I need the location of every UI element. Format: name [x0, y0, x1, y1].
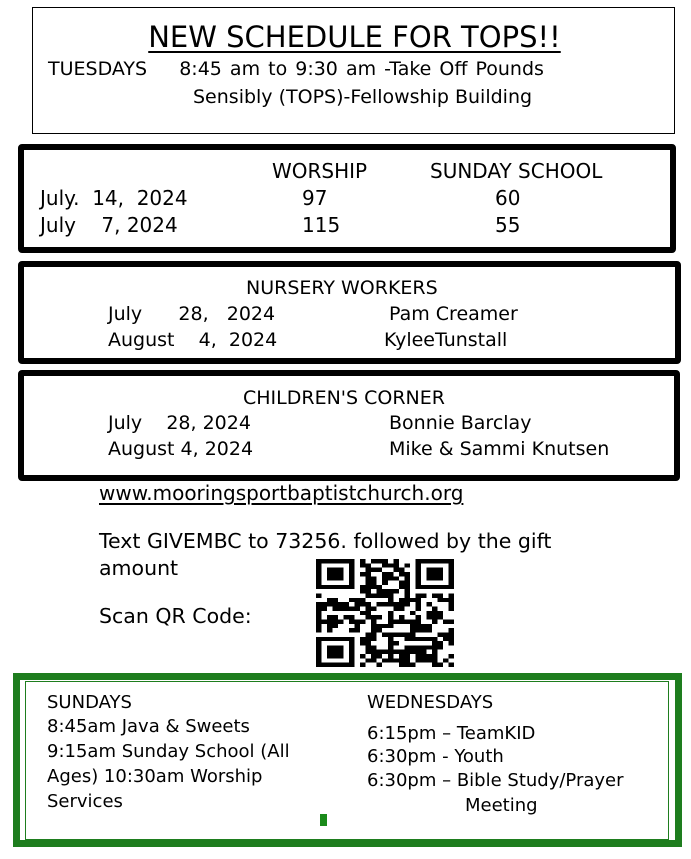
wednesday-item: 6:30pm - Youth [367, 746, 504, 767]
tops-line-1: TUESDAYS 8:45 am to 9:30 am -Take Off Pounds [48, 58, 544, 80]
childrens-leader-name: Mike & Sammi Knutsen [389, 438, 610, 460]
sunday-item: Ages) 10:30am Worship [47, 766, 263, 787]
sunday-school-count: 60 [495, 186, 521, 210]
attendance-date: July. 14, 2024 [40, 186, 188, 210]
attendance-date: July 7, 2024 [40, 213, 178, 237]
sunday-item: Services [47, 791, 123, 812]
childrens-date: August 4, 2024 [108, 438, 254, 460]
website-link[interactable]: www.mooringsportbaptistchurch.org [99, 481, 464, 505]
nursery-date: July 28, 2024 [108, 303, 276, 325]
sunday-item: 9:15am Sunday School (All [47, 741, 290, 762]
give-text-line-1: Text GIVEMBC to 73256. followed by the gift [99, 529, 552, 553]
wednesday-item: 6:15pm – TeamKID [367, 723, 536, 744]
sunday-school-count: 55 [495, 213, 521, 237]
qr-code-icon[interactable] [316, 559, 454, 667]
worship-header: WORSHIP [272, 159, 368, 183]
sunday-school-header: SUNDAY SCHOOL [430, 159, 603, 183]
childrens-date: July 28, 2024 [108, 412, 251, 434]
nursery-date: August 4, 2024 [108, 329, 278, 351]
tops-notice [32, 7, 675, 134]
scan-qr-label: Scan QR Code: [99, 604, 252, 628]
childrens-corner-title: CHILDREN'S CORNER [243, 387, 445, 409]
tops-title: NEW SCHEDULE FOR TOPS!! [148, 20, 561, 54]
give-text-line-2: amount [99, 556, 179, 580]
childrens-leader-name: Bonnie Barclay [389, 412, 532, 434]
green-mark [320, 814, 327, 826]
sunday-item: 8:45am Java & Sweets [47, 716, 250, 737]
worship-count: 97 [302, 186, 328, 210]
tops-line-2: Sensibly (TOPS)-Fellowship Building [193, 86, 533, 108]
nursery-worker-name: Pam Creamer [389, 303, 518, 325]
nursery-title: NURSERY WORKERS [246, 277, 438, 299]
wednesday-item: Meeting [465, 795, 538, 816]
worship-count: 115 [302, 213, 341, 237]
nursery-worker-name: KyleeTunstall [384, 329, 508, 351]
wednesday-item: 6:30pm – Bible Study/Prayer [367, 770, 624, 791]
wednesdays-title: WEDNESDAYS [367, 692, 494, 713]
sundays-title: SUNDAYS [47, 692, 132, 713]
